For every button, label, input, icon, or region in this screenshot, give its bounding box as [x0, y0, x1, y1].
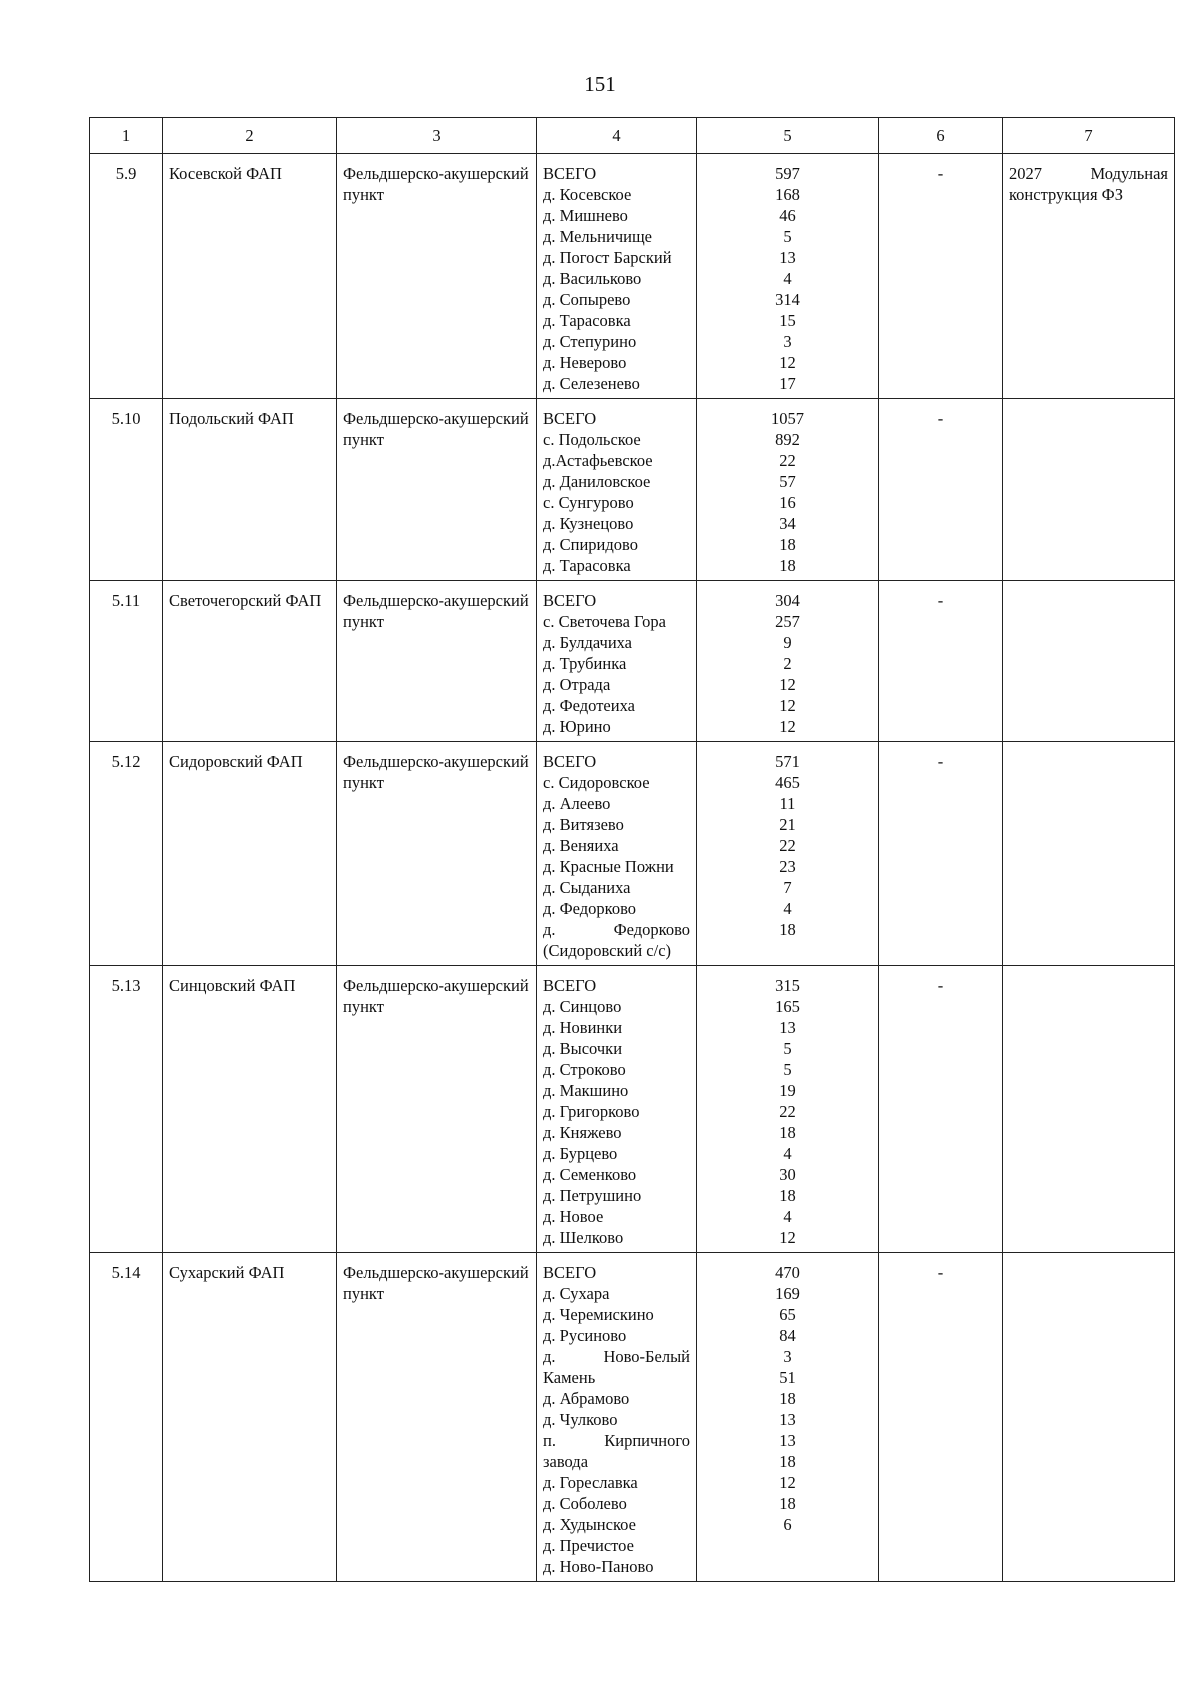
- settlement-count: 13: [779, 248, 796, 267]
- locations-cell: [537, 154, 697, 399]
- settlement-name: д. Соболево: [543, 1494, 627, 1513]
- settlement-count: 84: [779, 1326, 796, 1345]
- settlement-name: с. Сунгурово: [543, 493, 634, 512]
- settlement-name: д. Селезенево: [543, 374, 640, 393]
- total-label: ВСЕГО: [543, 164, 597, 183]
- column-header: 7: [1003, 118, 1175, 154]
- settlement-count: 22: [779, 451, 796, 470]
- settlement-count: 13: [779, 1018, 796, 1037]
- table-row: [90, 742, 1175, 966]
- settlement-count: 7: [783, 878, 792, 897]
- total-label: ВСЕГО: [543, 976, 597, 995]
- settlement-name: д. Семенково: [543, 1165, 637, 1184]
- settlement-name: д. Бурцево: [543, 1144, 618, 1163]
- facility-name: Косевской ФАП: [163, 154, 337, 399]
- counts-cell: [697, 154, 879, 399]
- settlement-count: 18: [779, 535, 796, 554]
- counts-cell: [697, 581, 879, 742]
- settlement-name: д. Шелково: [543, 1228, 624, 1247]
- settlement-name: д. Мельничище: [543, 227, 652, 246]
- settlement-count: 465: [775, 773, 800, 792]
- settlement-name: д. Погост Барский: [543, 248, 672, 267]
- settlement-count: 5: [783, 1060, 792, 1079]
- total-label: ВСЕГО: [543, 591, 597, 610]
- settlement-count: 165: [775, 997, 800, 1016]
- settlement-name: с. Светочева Гора: [543, 612, 666, 631]
- settlement-count: 12: [779, 717, 796, 736]
- settlement-name: д. Кузнецово: [543, 514, 634, 533]
- settlement-count: 3: [783, 332, 792, 351]
- locations-cell: [537, 742, 697, 966]
- settlement-count: 16: [779, 493, 796, 512]
- total-count: 571: [775, 752, 800, 771]
- total-label: ВСЕГО: [543, 1263, 597, 1282]
- row-number: 5.10: [90, 399, 163, 581]
- note-cell: [1003, 1253, 1175, 1582]
- settlement-name: д. Косевское: [543, 185, 632, 204]
- settlement-count: 169: [775, 1284, 800, 1303]
- total-count: 1057: [771, 409, 804, 428]
- total-count: 597: [775, 164, 800, 183]
- settlement-count: 22: [779, 836, 796, 855]
- facility-name: Светочегорский ФАП: [163, 581, 337, 742]
- note-year: 2027: [1009, 164, 1042, 183]
- settlement-name: д. Спиридово: [543, 535, 638, 554]
- settlement-name: с. Сидоровское: [543, 773, 650, 792]
- settlement-name: д. Сыданиха: [543, 878, 631, 897]
- settlement-count: 15: [779, 311, 796, 330]
- facility-type: Фельдшерско-акушерский пункт: [337, 399, 537, 581]
- settlement-name: д. Новое: [543, 1207, 604, 1226]
- settlement-name: д.Астафьевское: [543, 451, 653, 470]
- settlement-count: 18: [779, 1186, 796, 1205]
- column-6-value: -: [879, 154, 1003, 399]
- note-word: Модульная: [1090, 164, 1168, 183]
- settlement-name: д. Григорково: [543, 1102, 640, 1121]
- column-header: 4: [537, 118, 697, 154]
- facility-type: Фельдшерско-акушерский пункт: [337, 966, 537, 1253]
- settlement-count: 12: [779, 675, 796, 694]
- facility-name: Подольский ФАП: [163, 399, 337, 581]
- facility-name: Синцовский ФАП: [163, 966, 337, 1253]
- column-header: 1: [90, 118, 163, 154]
- note-cell: [1003, 399, 1175, 581]
- column-6-value: -: [879, 1253, 1003, 1582]
- settlement-count: 2: [783, 654, 792, 673]
- settlement-name: д. Отрада: [543, 675, 611, 694]
- table-row: [90, 154, 1175, 399]
- settlement-count: 18: [779, 1452, 796, 1471]
- settlement-count: 6: [783, 1515, 792, 1534]
- settlement-name: д. Булдачиха: [543, 633, 633, 652]
- settlement-name: д. Ново-Паново: [543, 1557, 654, 1576]
- settlement-name: д. Сухара: [543, 1284, 610, 1303]
- column-6-value: -: [879, 581, 1003, 742]
- settlement-count: 314: [775, 290, 800, 309]
- column-header: 5: [697, 118, 879, 154]
- settlement-count: 18: [779, 556, 796, 575]
- column-header: 6: [879, 118, 1003, 154]
- note-line: [1009, 163, 1168, 184]
- settlement-count: 34: [779, 514, 796, 533]
- settlement-count: 11: [779, 794, 796, 813]
- table-row: [90, 399, 1175, 581]
- total-count: 304: [775, 591, 800, 610]
- settlement-count: 51: [779, 1368, 796, 1387]
- facilities-table: [89, 117, 1175, 1582]
- settlement-name: д. Трубинка: [543, 654, 627, 673]
- settlement-name: д. Сопырево: [543, 290, 631, 309]
- note-cell: [1003, 966, 1175, 1253]
- settlement-name: д. Федотеиха: [543, 696, 635, 715]
- settlement-name: д. Русиново: [543, 1326, 627, 1345]
- settlement-name: д. Тарасовка: [543, 311, 631, 330]
- note-cell: [1003, 742, 1175, 966]
- settlement-count: 23: [779, 857, 796, 876]
- settlement-name: д. Красные Пожни: [543, 857, 674, 876]
- locations-cell: [537, 966, 697, 1253]
- settlement-count: 18: [779, 1494, 796, 1513]
- settlement-count: 5: [783, 1039, 792, 1058]
- settlement-count: 21: [779, 815, 796, 834]
- settlement-count: 57: [779, 472, 796, 491]
- column-6-value: -: [879, 399, 1003, 581]
- settlement-name: д. Васильково: [543, 269, 642, 288]
- settlement-count: 5: [783, 227, 792, 246]
- settlement-count: 18: [779, 920, 796, 939]
- settlement-name: с. Подольское: [543, 430, 641, 449]
- settlement-count: 4: [783, 1207, 792, 1226]
- column-6-value: -: [879, 742, 1003, 966]
- settlement-count: 13: [779, 1410, 796, 1429]
- settlement-count: 4: [783, 1144, 792, 1163]
- facility-type: Фельдшерско-акушерский пункт: [337, 1253, 537, 1582]
- facility-type: Фельдшерско-акушерский пункт: [337, 581, 537, 742]
- settlement-count: 13: [779, 1431, 796, 1450]
- column-6-value: -: [879, 966, 1003, 1253]
- settlement-name: д. Мишнево: [543, 206, 628, 225]
- settlement-name: д. Пречистое: [543, 1536, 634, 1555]
- locations-cell: [537, 1253, 697, 1582]
- row-number: 5.14: [90, 1253, 163, 1582]
- settlement-name: д. Юрино: [543, 717, 611, 736]
- settlement-count: 12: [779, 1228, 796, 1247]
- facility-name: Сидоровский ФАП: [163, 742, 337, 966]
- counts-cell: [697, 1253, 879, 1582]
- settlement-count: 18: [779, 1123, 796, 1142]
- settlement-name: д. Чулково: [543, 1410, 618, 1429]
- settlement-count: 12: [779, 353, 796, 372]
- settlement-count: 9: [783, 633, 792, 652]
- settlement-name: п. Кирпичного завода: [543, 1431, 690, 1471]
- settlement-name: д. Петрушино: [543, 1186, 642, 1205]
- settlement-name: д. Неверово: [543, 353, 627, 372]
- settlement-name: д. Тарасовка: [543, 556, 631, 575]
- settlement-count: 892: [775, 430, 800, 449]
- table-row: [90, 1253, 1175, 1582]
- settlement-count: 17: [779, 374, 796, 393]
- header-row: [90, 118, 1175, 154]
- facility-type: Фельдшерско-акушерский пункт: [337, 154, 537, 399]
- column-header: 2: [163, 118, 337, 154]
- total-label: ВСЕГО: [543, 409, 597, 428]
- facility-name: Сухарский ФАП: [163, 1253, 337, 1582]
- settlement-name: д. Черемискино: [543, 1305, 654, 1324]
- settlement-name: д. Худынское: [543, 1515, 636, 1534]
- locations-cell: [537, 581, 697, 742]
- settlement-count: 4: [783, 269, 792, 288]
- settlement-name: д. Ново-Белый Камень: [543, 1347, 690, 1387]
- settlement-count: 22: [779, 1102, 796, 1121]
- settlement-name: д. Витязево: [543, 815, 624, 834]
- settlement-name: д. Федорково (Сидоровский с/с): [543, 920, 690, 960]
- row-number: 5.11: [90, 581, 163, 742]
- table-row: [90, 581, 1175, 742]
- settlement-name: д. Высочки: [543, 1039, 623, 1058]
- settlement-name: д. Княжево: [543, 1123, 622, 1142]
- settlement-name: д. Степурино: [543, 332, 637, 351]
- settlement-count: 257: [775, 612, 800, 631]
- settlement-name: д. Даниловское: [543, 472, 651, 491]
- note-cell: [1003, 154, 1175, 399]
- settlement-count: 12: [779, 1473, 796, 1492]
- column-header: 3: [337, 118, 537, 154]
- row-number: 5.13: [90, 966, 163, 1253]
- settlement-name: д. Гореславка: [543, 1473, 638, 1492]
- settlement-name: д. Новинки: [543, 1018, 623, 1037]
- settlement-name: д. Абрамово: [543, 1389, 630, 1408]
- note-cell: [1003, 581, 1175, 742]
- total-count: 315: [775, 976, 800, 995]
- facility-type: Фельдшерско-акушерский пункт: [337, 742, 537, 966]
- settlement-count: 18: [779, 1389, 796, 1408]
- settlement-name: д. Макшино: [543, 1081, 629, 1100]
- row-number: 5.9: [90, 154, 163, 399]
- settlement-name: д. Федорково: [543, 899, 637, 918]
- settlement-name: д. Веняиха: [543, 836, 619, 855]
- settlement-count: 65: [779, 1305, 796, 1324]
- counts-cell: [697, 399, 879, 581]
- row-number: 5.12: [90, 742, 163, 966]
- total-count: 470: [775, 1263, 800, 1282]
- settlement-count: 168: [775, 185, 800, 204]
- counts-cell: [697, 742, 879, 966]
- settlement-count: 30: [779, 1165, 796, 1184]
- table-row: [90, 966, 1175, 1253]
- counts-cell: [697, 966, 879, 1253]
- total-label: ВСЕГО: [543, 752, 597, 771]
- page-number: 151: [584, 72, 616, 96]
- settlement-name: д. Строково: [543, 1060, 626, 1079]
- settlement-count: 3: [783, 1347, 792, 1366]
- note-text: конструкция ФЗ: [1009, 185, 1123, 204]
- settlement-count: 12: [779, 696, 796, 715]
- locations-cell: [537, 399, 697, 581]
- settlement-name: д. Алеево: [543, 794, 611, 813]
- settlement-count: 46: [779, 206, 796, 225]
- settlement-name: д. Синцово: [543, 997, 622, 1016]
- settlement-count: 19: [779, 1081, 796, 1100]
- settlement-count: 4: [783, 899, 792, 918]
